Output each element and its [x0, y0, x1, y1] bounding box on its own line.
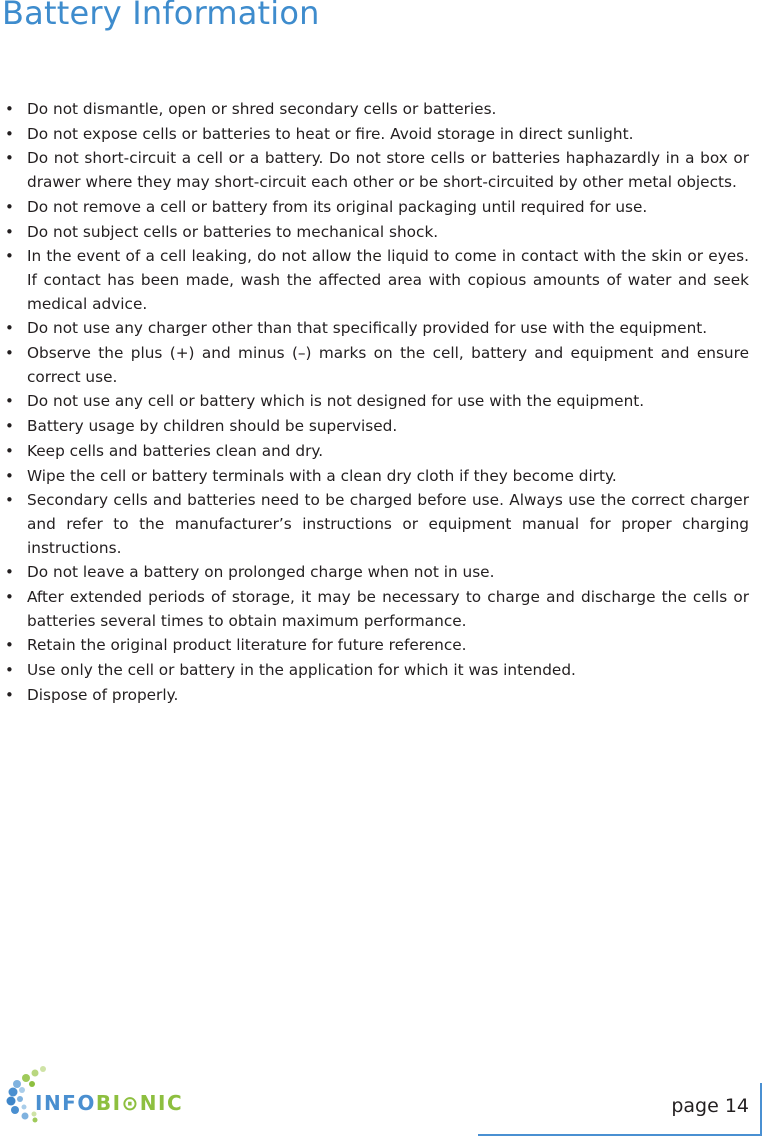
list-item: [0, 123, 749, 147]
bullet-icon: •: [5, 491, 14, 510]
footer-divider-vertical: [760, 1083, 762, 1136]
page-title: Battery Information: [2, 0, 320, 32]
list-item: [0, 317, 749, 341]
list-item-text: In the event of a cell leaking, do not allow the liquid to come in contact with the skin or eyes. If contact has been made, wash the affected area with copious amounts of water and seek medical advice.: [27, 247, 749, 313]
bullet-icon: •: [5, 636, 14, 655]
bullet-icon: •: [5, 563, 14, 582]
list-item-text: Do not short-circuit a cell or a battery. Do not store cells or batteries haphazardly in a box or drawer where they may short-circuit each other or be short-circuited by other metal objects.: [27, 149, 749, 192]
list-item: [0, 390, 749, 414]
bullet-icon: •: [5, 247, 14, 266]
bullet-icon: •: [5, 344, 14, 363]
list-item: [0, 634, 749, 658]
list-item: [0, 196, 749, 220]
list-item-text: Retain the original product literature for future reference.: [27, 636, 467, 655]
list-item-text: Do not expose cells or batteries to heat or fire. Avoid storage in direct sunlight.: [27, 124, 634, 143]
list-item: [0, 98, 749, 122]
list-item: [0, 221, 749, 245]
bullet-icon: •: [5, 100, 14, 118]
list-item-text: Do not leave a battery on prolonged charge when not in use.: [27, 563, 495, 582]
list-item: [0, 586, 749, 633]
list-item-text: Do not use any charger other than that specifically provided for use with the equipment.: [27, 319, 708, 338]
list-item: [0, 245, 749, 316]
bullet-icon: •: [5, 149, 14, 168]
list-item-text: Wipe the cell or battery terminals with a clean dry cloth if they become dirty.: [27, 466, 617, 485]
bullet-icon: •: [5, 392, 14, 411]
bullet-icon: •: [5, 124, 14, 143]
list-item: [0, 561, 749, 585]
list-item-text: Secondary cells and batteries need to be charged before use. Always use the correct charger and refer to the manufacturer’s instructions or equipment manual for proper charging instructions.: [27, 491, 749, 557]
bullet-icon: •: [5, 588, 14, 607]
bullet-icon: •: [5, 441, 14, 460]
list-item-text: Dispose of properly.: [27, 685, 179, 704]
list-item: [0, 489, 749, 560]
list-item: [0, 440, 749, 464]
logo-wordmark: INFOBI⊙NIC: [35, 1091, 184, 1115]
list-item-text: Do not use any cell or battery which is not designed for use with the equipment.: [27, 392, 645, 411]
list-item-text: Do not dismantle, open or shred secondary cells or batteries.: [27, 100, 497, 118]
list-item: [0, 465, 749, 489]
bullet-icon: •: [5, 222, 14, 241]
page-number: page 14: [671, 1095, 749, 1117]
logo-o-icon: ⊙: [121, 1091, 140, 1115]
list-item-text: Observe the plus (+) and minus (–) marks on the cell, battery and equipment and ensure correct use.: [27, 344, 749, 386]
list-item: [0, 659, 749, 683]
list-item-text: Use only the cell or battery in the application for which it was intended.: [27, 661, 576, 680]
bullet-icon: •: [5, 685, 14, 704]
bullet-icon: •: [5, 197, 14, 216]
list-item: [0, 147, 749, 194]
bullet-icon: •: [5, 319, 14, 338]
bullet-icon: •: [5, 417, 14, 436]
footer-divider: [478, 1134, 762, 1136]
list-item-text: Keep cells and batteries clean and dry.: [27, 441, 324, 460]
infobionic-logo: [5, 1063, 195, 1123]
list-item: [0, 415, 749, 439]
bullet-icon: •: [5, 466, 14, 485]
list-item: [0, 684, 749, 708]
battery-guidelines-list: [0, 98, 749, 709]
list-item-text: Do not subject cells or batteries to mechanical shock.: [27, 222, 439, 241]
bullet-icon: •: [5, 661, 14, 680]
list-item-text: Battery usage by children should be supervised.: [27, 417, 398, 436]
list-item: [0, 342, 749, 389]
list-item-text: Do not remove a cell or battery from its original packaging until required for use.: [27, 197, 648, 216]
list-item-text: After extended periods of storage, it may be necessary to charge and discharge the cells or batteries several times to obtain maximum performance.: [27, 588, 749, 630]
